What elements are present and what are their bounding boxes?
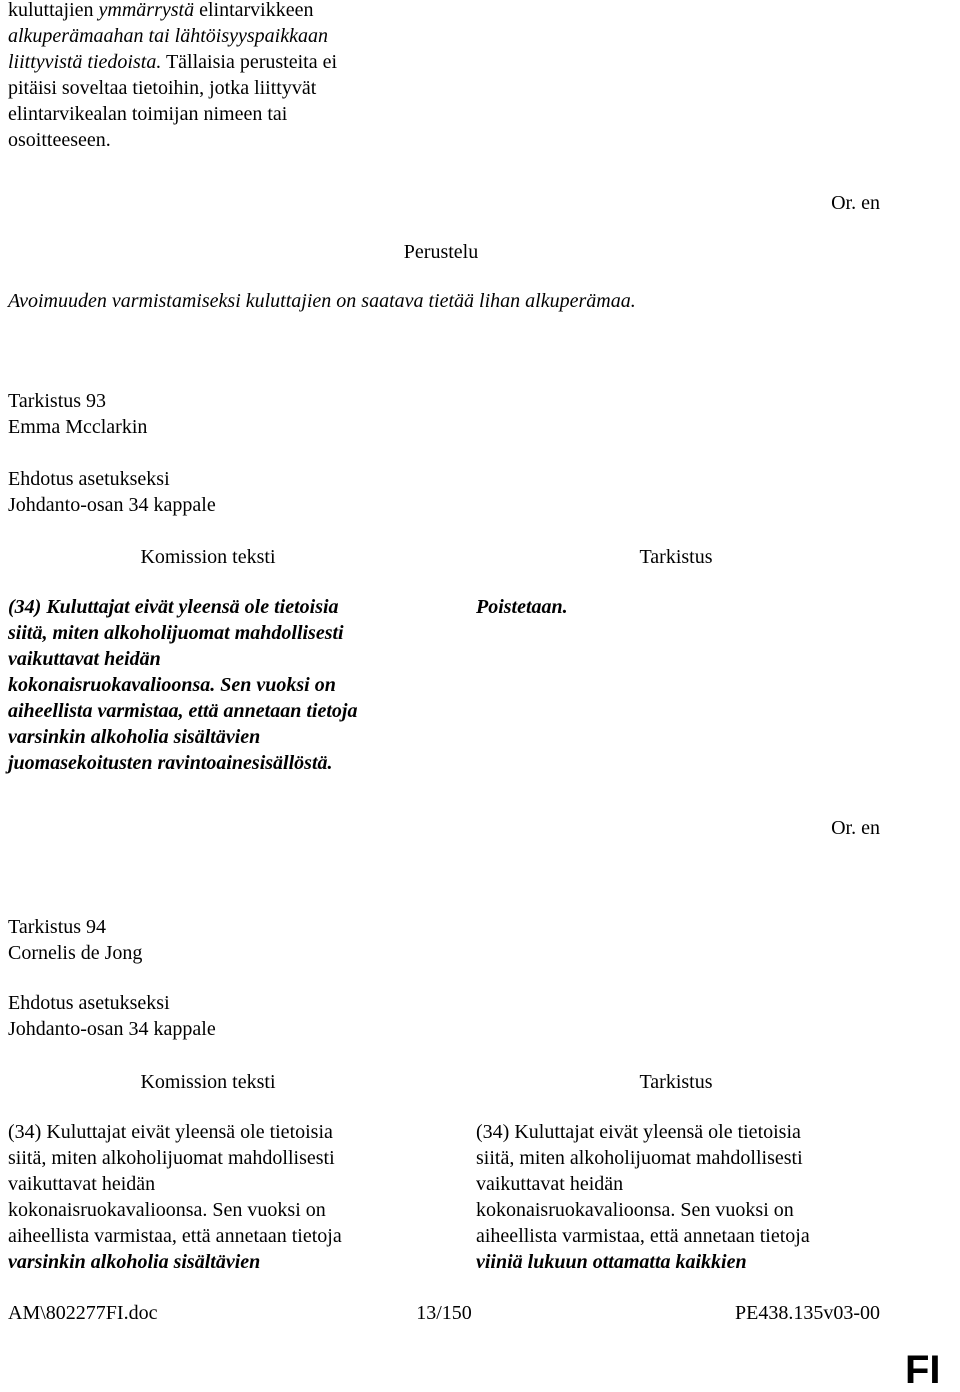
text-line — [8, 127, 448, 153]
text-line — [8, 49, 448, 75]
text-run: pitäisi soveltaa tietoihin, jotka liittyvät — [8, 77, 317, 99]
text-line — [8, 646, 428, 672]
text-line — [8, 101, 448, 127]
amendment-reference: Johdanto-osan 34 kappale — [8, 494, 216, 516]
text-run: liittyvistä tiedoista. — [8, 51, 162, 73]
text-run: aiheellista varmistaa, että annetaan tietoja — [8, 700, 358, 722]
text-run: elintarvikealan toimijan nimeen tai — [8, 103, 288, 125]
text-line — [476, 1223, 896, 1249]
text-line — [8, 1223, 428, 1249]
text-line — [8, 620, 428, 646]
text-run: Tällaisia perusteita ei — [161, 51, 338, 73]
justification-text: Avoimuuden varmistamiseksi kuluttajien on saatava tietää lihan alkuperämaa. — [8, 290, 636, 312]
text-line — [8, 1249, 428, 1275]
proposal-type: Ehdotus asetukseksi — [8, 992, 170, 1014]
text-run: vaikuttavat heidän — [476, 1173, 624, 1195]
text-run: alkuperämaahan tai lähtöisyyspaikkaan — [8, 25, 328, 47]
continuation-paragraph — [8, 0, 448, 153]
text-run: ymmärrystä — [98, 0, 195, 21]
commission-text — [8, 594, 428, 776]
text-run: kuluttajien — [8, 0, 99, 21]
text-run: aiheellista varmistaa, että annetaan tietoja — [476, 1225, 810, 1247]
text-line — [8, 1145, 428, 1171]
text-run: siitä, miten alkoholijuomat mahdollisesti — [8, 1147, 335, 1169]
footer-document-reference: AM\802277FI.doc — [8, 1302, 158, 1324]
amendment-number: Tarkistus 93 — [8, 390, 107, 412]
text-line — [8, 750, 428, 776]
text-run: vaikuttavat heidän — [8, 648, 161, 670]
original-language-label: Or. en — [831, 192, 880, 214]
text-run: kokonaisruokavalioonsa. Sen vuoksi on — [8, 1199, 326, 1221]
text-line — [8, 75, 448, 101]
amendment-reference: Johdanto-osan 34 kappale — [8, 1018, 216, 1040]
text-run: (34) Kuluttajat eivät yleensä ole tietoisia — [8, 1121, 333, 1143]
text-run: aiheellista varmistaa, että annetaan tietoja — [8, 1225, 342, 1247]
column-header-commission-text: Komission teksti — [140, 1071, 276, 1093]
footer-language-code: FI — [905, 1348, 941, 1392]
column-header-amendment: Tarkistus — [639, 1071, 713, 1093]
text-line — [8, 1197, 428, 1223]
text-run: juomasekoitusten ravintoainesisällöstä. — [8, 752, 333, 774]
column-header-amendment: Tarkistus — [639, 546, 713, 568]
text-run: elintarvikkeen — [194, 0, 314, 21]
text-run: siitä, miten alkoholijuomat mahdollisesti — [476, 1147, 803, 1169]
amendment-author: Emma Mcclarkin — [8, 416, 148, 438]
text-run: kokonaisruokavalioonsa. Sen vuoksi on — [8, 674, 336, 696]
text-line — [476, 1119, 896, 1145]
text-run: varsinkin alkoholia sisältävien — [8, 726, 261, 748]
footer-pe-reference: PE438.135v03-00 — [735, 1302, 880, 1324]
text-line — [8, 1119, 428, 1145]
text-run: varsinkin alkoholia sisältävien — [8, 1251, 261, 1273]
column-header-commission-text: Komission teksti — [140, 546, 276, 568]
text-line — [476, 1249, 896, 1275]
text-line — [476, 1145, 896, 1171]
text-line — [8, 672, 428, 698]
text-run: osoitteeseen. — [8, 129, 111, 151]
text-line — [8, 724, 428, 750]
amendment-text — [476, 1119, 896, 1275]
text-run: (34) Kuluttajat eivät yleensä ole tietoisia — [8, 596, 339, 618]
text-run: Poistetaan. — [476, 596, 568, 618]
text-line — [476, 1197, 896, 1223]
text-line — [8, 1171, 428, 1197]
text-run: kokonaisruokavalioonsa. Sen vuoksi on — [476, 1199, 794, 1221]
proposal-type: Ehdotus asetukseksi — [8, 468, 170, 490]
amendment-number: Tarkistus 94 — [8, 916, 107, 938]
justification-title: Perustelu — [403, 241, 479, 263]
text-line — [8, 698, 428, 724]
text-line — [8, 0, 448, 23]
original-language-label: Or. en — [831, 817, 880, 839]
amendment-author: Cornelis de Jong — [8, 942, 143, 964]
text-run: siitä, miten alkoholijuomat mahdollisesti — [8, 622, 344, 644]
text-line — [476, 594, 896, 620]
commission-text — [8, 1119, 428, 1275]
text-line — [476, 1171, 896, 1197]
text-run: viiniä lukuun ottamatta kaikkien — [476, 1251, 747, 1273]
text-line — [8, 594, 428, 620]
amendment-text — [476, 594, 896, 620]
text-run: vaikuttavat heidän — [8, 1173, 156, 1195]
footer-page-number: 13/150 — [416, 1302, 472, 1324]
text-line — [8, 23, 448, 49]
text-run: (34) Kuluttajat eivät yleensä ole tietoisia — [476, 1121, 801, 1143]
